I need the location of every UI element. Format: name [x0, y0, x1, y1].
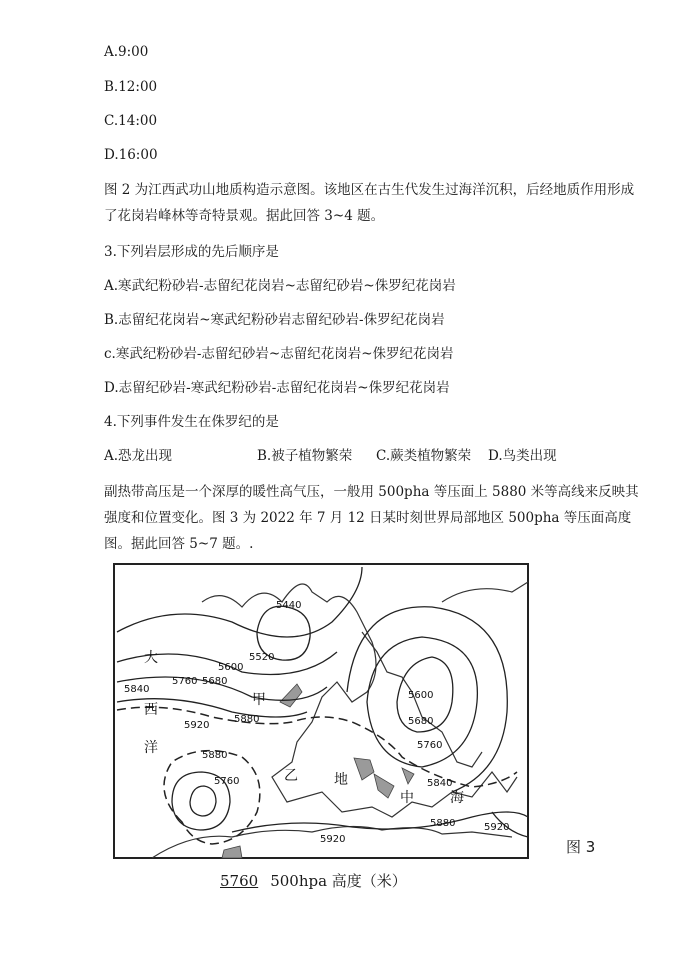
contour-label: 5920: [320, 834, 346, 845]
contour-label: 5680: [408, 716, 434, 727]
fig3-intro: 副热带高压是一个深厚的暖性高气压，一般用 500pha 等压面上 5880 米等高线来反映其强度和位置变化。图 3 为 2022 年 7 月 12 日某时刻世界局部地区 500pha 等压面高度图。据此回答 5~7 题。.: [104, 484, 639, 552]
contour-label: 5680: [202, 676, 228, 687]
contour-label: 5760: [214, 776, 240, 787]
region-label: 乙: [284, 768, 298, 784]
q4-option-b: B.被子植物繁荣: [257, 448, 353, 464]
region-label: 地: [334, 772, 348, 788]
region-label: 中: [400, 790, 414, 806]
q3-stem: 3.下列岩层形成的先后顺序是: [104, 244, 279, 260]
q4-option-c: C.蕨类植物繁荣: [376, 448, 472, 464]
q3-option-b: B.志留纪花岗岩~寒武纪粉砂岩志留纪砂岩-侏罗纪花岗岩: [104, 312, 445, 328]
q2-option-b: B.12:00: [104, 79, 158, 95]
region-label: 洋: [144, 740, 158, 756]
map-frame: [114, 564, 528, 858]
q4-option-a: A.恐龙出现: [104, 448, 173, 464]
q4-stem: 4.下列事件发生在侏罗纪的是: [104, 414, 279, 430]
region-label: 甲: [252, 692, 266, 708]
region-label: 西: [144, 702, 158, 718]
fig2-intro: 图 2 为江西武功山地质构造示意图。该地区在古生代发生过海洋沉积，后经地质作用形成了花岗岩峰林等奇特景观。据此回答 3~4 题。: [104, 182, 635, 224]
map-legend: [220, 870, 407, 891]
q3-option-c: c.寒武纪粉砂岩-志留纪砂岩~志留纪花岗岩~侏罗纪花岗岩: [104, 346, 454, 362]
legend-text: 500hpa 高度（米）: [270, 872, 407, 890]
q4-option-d: D.鸟类出现: [488, 448, 557, 464]
q2-option-c: C.14:00: [104, 113, 158, 129]
contour-label: 5880: [234, 714, 260, 725]
contour-label: 5760: [417, 740, 443, 751]
contour-label: 5920: [484, 822, 510, 833]
contour-label: 5760: [172, 676, 198, 687]
contour-label: 5880: [430, 818, 456, 829]
region-label: 大: [144, 650, 158, 666]
legend-value: 5760: [220, 872, 259, 890]
contour-label: 5440: [276, 600, 302, 611]
q3-option-a: A.寒武纪粉砂岩-志留纪花岗岩~志留纪砂岩~侏罗纪花岗岩: [104, 278, 456, 294]
region-label: 海: [450, 790, 464, 806]
contour-label: 5840: [427, 778, 453, 789]
pressure-height-map: [112, 562, 532, 860]
contour-label: 5520: [249, 652, 275, 663]
contour-label: 5880: [202, 750, 228, 761]
contour-label: 5600: [218, 662, 244, 673]
figure-caption: 图 3: [566, 838, 596, 856]
contour-label: 5600: [408, 690, 434, 701]
contour-label: 5920: [184, 720, 210, 731]
q3-option-d: D.志留纪砂岩-寒武纪粉砂岩-志留纪花岗岩~侏罗纪花岗岩: [104, 380, 450, 396]
q2-option-a: A.9:00: [104, 44, 149, 60]
contour-label: 5840: [124, 684, 150, 695]
q2-option-d: D.16:00: [104, 147, 158, 163]
